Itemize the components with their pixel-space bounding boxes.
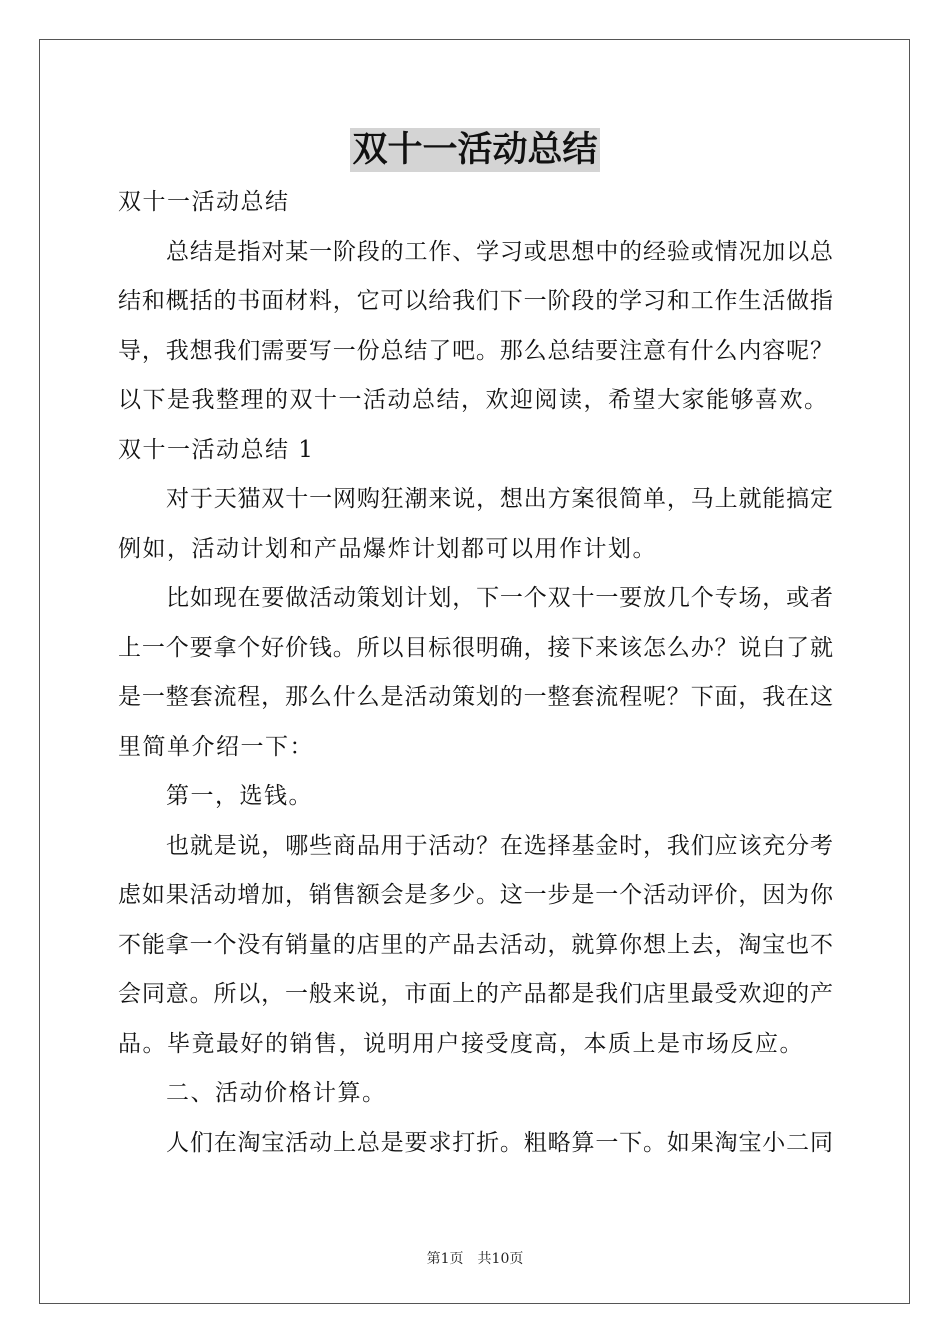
document-title: 双十一活动总结 <box>352 129 598 170</box>
document-body <box>118 178 833 1168</box>
text-line: 对于天猫双十一网购狂潮来说，想出方案很简单，马上就能搞定 <box>166 486 833 512</box>
text-line: 品。毕竟最好的销售，说明用户接受度高，本质上是市场反应。 <box>118 1030 804 1057</box>
text-line: 以下是我整理的双十一活动总结，欢迎阅读，希望大家能够喜欢。 <box>118 387 829 413</box>
text-line: 二、活动价格计算。 <box>166 1080 387 1106</box>
text-line: 会同意。所以，一般来说，市面上的产品都是我们店里最受欢迎的产 <box>118 981 833 1007</box>
page-number: 第1页 <box>426 1251 464 1267</box>
text-line: 双十一活动总结 1 <box>118 436 315 463</box>
text-line: 第一，选钱。 <box>166 783 313 809</box>
title-container <box>0 128 950 172</box>
text-line: 总结是指对某一阶段的工作、学习或思想中的经验或情况加以总 <box>166 238 833 265</box>
text-line: 例如，活动计划和产品爆炸计划都可以用作计划。 <box>118 535 657 562</box>
text-line: 里简单介绍一下： <box>118 733 314 760</box>
text-line: 是一整套流程，那么什么是活动策划的一整套流程呢？下面，我在这 <box>118 684 833 710</box>
page-footer <box>0 1248 950 1268</box>
text-line: 导，我想我们需要写一份总结了吧。那么总结要注意有什么内容呢？ <box>118 337 833 364</box>
text-line: 也就是说，哪些商品用于活动？在选择基金时，我们应该充分考 <box>166 832 833 859</box>
page-total: 共10页 <box>477 1251 524 1267</box>
text-line: 上一个要拿个好价钱。所以目标很明确，接下来该怎么办？说白了就 <box>118 634 833 661</box>
text-line: 结和概括的书面材料，它可以给我们下一阶段的学习和工作生活做指 <box>118 288 833 314</box>
text-line: 双十一活动总结 <box>118 189 290 215</box>
text-line: 虑如果活动增加，销售额会是多少。这一步是一个活动评价，因为你 <box>118 882 833 908</box>
text-line: 比如现在要做活动策划计划，下一个双十一要放几个专场，或者 <box>166 585 833 611</box>
text-line: 人们在淘宝活动上总是要求打折。粗略算一下。如果淘宝小二同 <box>166 1129 833 1156</box>
text-line: 不能拿一个没有销量的店里的产品去活动，就算你想上去，淘宝也不 <box>118 931 833 958</box>
